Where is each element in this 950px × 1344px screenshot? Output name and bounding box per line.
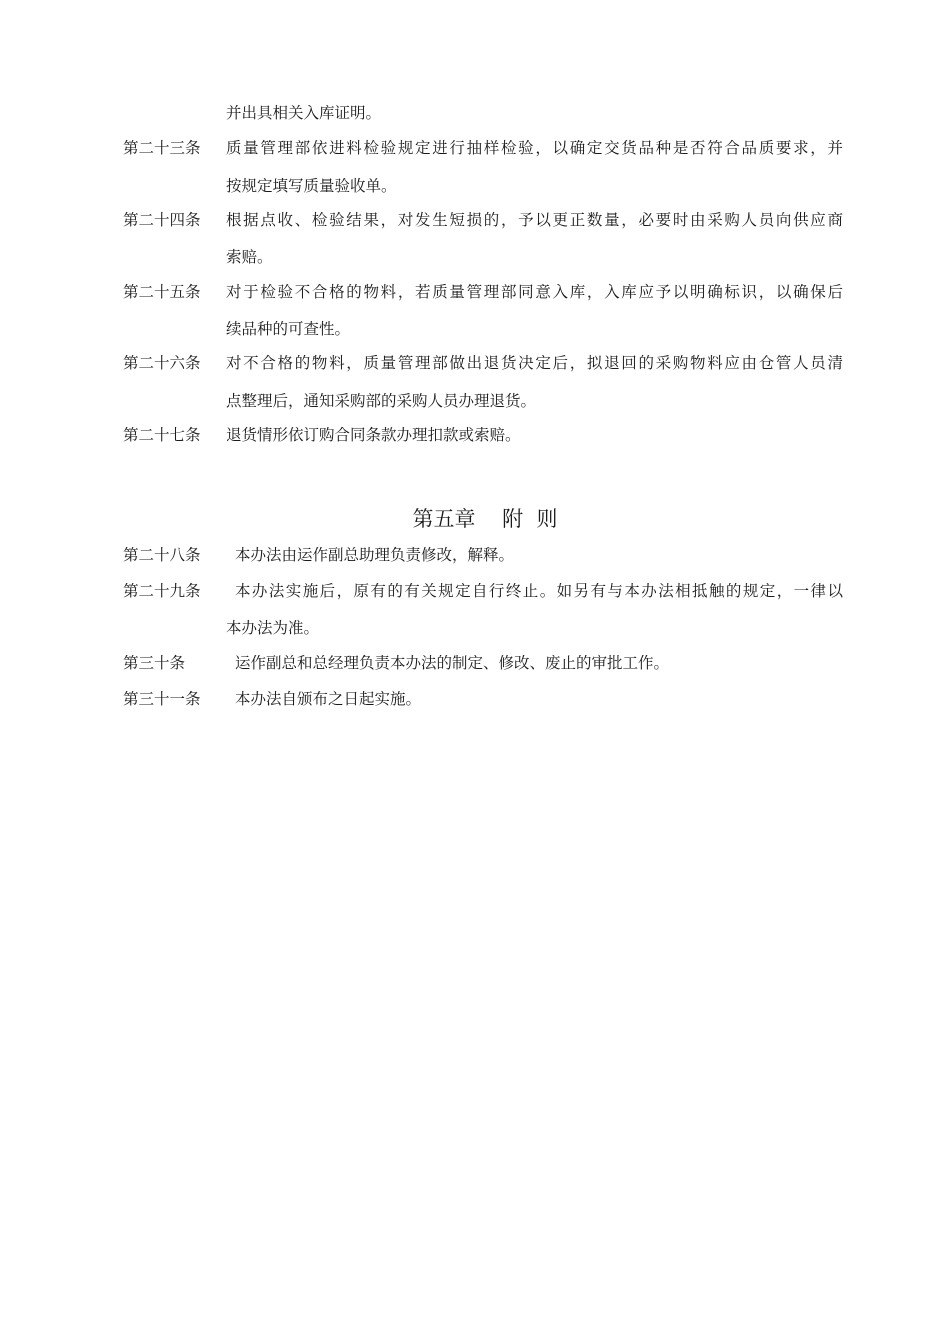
article-30-line-1: 运作副总和总经理负责本办法的制定、修改、废止的审批工作。 [235,654,670,672]
article-28-label: 第二十八条 [123,546,201,564]
article-31-label: 第三十一条 [123,690,201,708]
article-26-label: 第二十六条 [123,354,201,372]
chapter-title: 第五章 附 则 [412,507,558,531]
article-25-line-1: 对于检验不合格的物料，若质量管理部同意入库，入库应予以明确标识，以确保后 [226,283,843,301]
article-23-line-1: 质量管理部依进料检验规定进行抽样检验，以确定交货品种是否符合品质要求，并 [226,139,843,157]
article-26-line-1: 对不合格的物料，质量管理部做出退货决定后，拟退回的采购物料应由仓管人员清 [226,354,843,372]
article-24-line-1: 根据点收、检验结果，对发生短损的，予以更正数量，必要时由采购人员向供应商 [226,211,843,229]
article-29-label: 第二十九条 [123,582,201,600]
article-28-line-1: 本办法由运作副总助理负责修改，解释。 [235,546,515,564]
article-29-line-2: 本办法为准。 [226,619,320,637]
article-27-label: 第二十七条 [123,426,201,444]
article-23-line-2: 按规定填写质量验收单。 [226,177,397,195]
article-31-line-1: 本办法自颁布之日起实施。 [235,690,422,708]
article-26-line-2: 点整理后，通知采购部的采购人员办理退货。 [226,392,537,410]
article-25-label: 第二十五条 [123,283,201,301]
article-23-label: 第二十三条 [123,139,201,157]
article-24-label: 第二十四条 [123,211,201,229]
article-29-line-1: 本办法实施后，原有的有关规定自行终止。如另有与本办法相抵触的规定，一律以 [235,582,843,600]
continuation-line: 并出具相关入库证明。 [226,104,382,122]
article-27-line-1: 退货情形依订购合同条款办理扣款或索赔。 [226,426,521,444]
article-24-line-2: 索赔。 [226,248,273,266]
article-30-label: 第三十条 [123,654,186,672]
article-25-line-2: 续品种的可查性。 [226,320,351,338]
